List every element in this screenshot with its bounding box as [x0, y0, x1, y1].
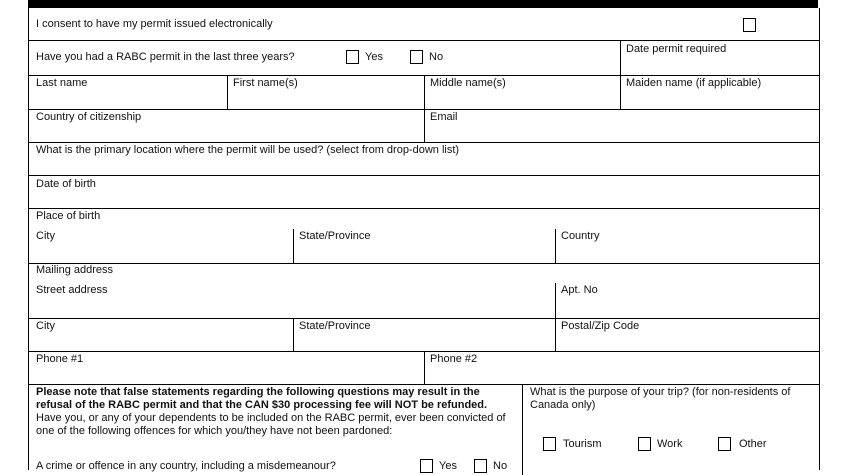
date-required-cell[interactable]	[621, 41, 819, 75]
date-of-birth-field[interactable]	[29, 176, 819, 209]
email-label: Email	[430, 111, 458, 123]
phone2-label: Phone #2	[430, 353, 478, 365]
form-top-bar	[28, 0, 818, 8]
trip-other-label: Other	[739, 438, 767, 450]
phone2-field[interactable]	[425, 352, 819, 384]
prior-permit-row	[29, 41, 819, 76]
prior-permit-question: Have you had a RABC permit in the last three years?	[36, 51, 295, 63]
birth-city-field[interactable]	[29, 229, 294, 263]
consent-label: I consent to have my permit issued electronically	[36, 18, 273, 30]
first-name-label: First name(s)	[233, 77, 298, 89]
crime-question: A crime or offence in any country, including a misdemeanour?	[36, 460, 336, 472]
trip-tourism-label: Tourism	[563, 438, 602, 450]
consent-checkbox[interactable]	[743, 18, 756, 32]
street-address-field[interactable]	[29, 283, 556, 318]
mailing-address-heading: Mailing address	[36, 264, 114, 276]
primary-location-field[interactable]	[29, 143, 819, 176]
birth-country-label: Country	[561, 230, 600, 242]
prior-permit-question-cell	[29, 41, 621, 75]
street-address-label: Street address	[36, 284, 108, 296]
permit-application-form	[28, 8, 820, 470]
prior-permit-yes-checkbox[interactable]	[346, 50, 359, 64]
postal-code-field[interactable]	[556, 319, 819, 351]
apt-no-field[interactable]	[556, 283, 819, 318]
maiden-name-field[interactable]	[621, 76, 819, 109]
prior-permit-yes-label: Yes	[365, 51, 383, 63]
citizenship-label: Country of citizenship	[36, 111, 142, 123]
phone1-label: Phone #1	[36, 353, 84, 365]
offences-question: Have you, or any of your dependents to be included on the RABC permit, ever been convicted of one of the following offences for which you/they have not been pardoned:	[36, 412, 506, 437]
trip-tourism-checkbox[interactable]	[543, 437, 556, 451]
consent-row	[29, 8, 819, 41]
mailing-state-field[interactable]	[294, 319, 556, 351]
offences-warning: Please note that false statements regarding the following questions may result in the refusal of the RABC permit and that the CAN $30 processing fee will NOT be refunded.	[36, 386, 488, 411]
phones-row	[29, 352, 819, 385]
trip-purpose-question: What is the purpose of your trip? (for non-residents of Canada only)	[530, 386, 791, 411]
crime-no-label: No	[493, 460, 508, 472]
middle-name-label: Middle name(s)	[430, 77, 506, 89]
trip-other-checkbox[interactable]	[718, 437, 731, 451]
birth-state-field[interactable]	[294, 229, 556, 263]
mailing-city-label: City	[36, 320, 55, 332]
crime-no-checkbox[interactable]	[474, 459, 487, 473]
date-required-label: Date permit required	[626, 43, 727, 55]
place-of-birth-label: Place of birth	[36, 210, 101, 222]
email-field[interactable]	[425, 110, 819, 142]
crime-yes-checkbox[interactable]	[420, 459, 433, 473]
birth-city-label: City	[36, 230, 55, 242]
postal-code-label: Postal/Zip Code	[561, 320, 640, 332]
last-name-label: Last name	[36, 77, 88, 89]
first-name-field[interactable]	[228, 76, 425, 109]
trip-work-label: Work	[657, 438, 683, 450]
birth-country-field[interactable]	[556, 229, 819, 263]
place-of-birth-row	[29, 209, 819, 264]
apt-no-label: Apt. No	[561, 284, 598, 296]
date-of-birth-label: Date of birth	[36, 178, 96, 190]
maiden-name-label: Maiden name (if applicable)	[626, 77, 762, 89]
citizenship-field[interactable]	[29, 110, 425, 142]
citizenship-row	[29, 110, 819, 143]
trip-work-checkbox[interactable]	[638, 437, 651, 451]
primary-location-label: What is the primary location where the permit will be used? (select from drop-down list)	[36, 144, 460, 156]
mailing-address-row	[29, 264, 819, 319]
mailing-state-label: State/Province	[299, 320, 371, 332]
phone1-field[interactable]	[29, 352, 425, 384]
last-name-field[interactable]	[29, 76, 228, 109]
prior-permit-no-checkbox[interactable]	[410, 50, 423, 64]
offences-row	[29, 385, 819, 475]
birth-state-label: State/Province	[299, 230, 371, 242]
mailing-city-row	[29, 319, 819, 352]
names-row	[29, 76, 819, 110]
crime-yes-label: Yes	[439, 460, 457, 472]
trip-purpose-cell	[523, 385, 819, 475]
mailing-city-field[interactable]	[29, 319, 294, 351]
prior-permit-no-label: No	[429, 51, 444, 63]
offences-cell	[29, 385, 523, 475]
middle-name-field[interactable]	[425, 76, 621, 109]
